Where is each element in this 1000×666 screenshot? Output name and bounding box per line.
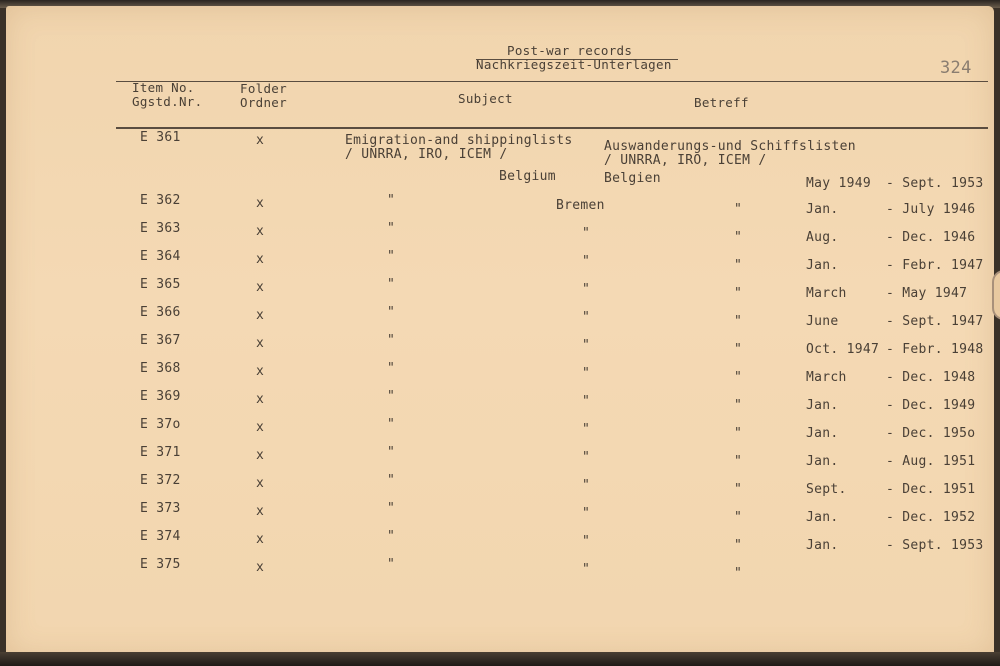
- row-place: ": [582, 366, 591, 381]
- row-date-from: Jan.: [806, 538, 839, 553]
- row-date-to: - Febr. 1947: [886, 258, 984, 273]
- column-header-betreff: Betreff: [694, 95, 749, 110]
- row-item-number: E 363: [140, 221, 181, 236]
- row-item-number: E 367: [140, 333, 181, 348]
- row-subject-ditto: ": [387, 193, 396, 208]
- row-subject-ditto: ": [387, 445, 396, 460]
- row-betreff-ditto: ": [734, 482, 743, 497]
- row-place: ": [582, 338, 591, 353]
- row-betreff-ditto: ": [734, 314, 743, 329]
- row-folder-mark: x: [256, 392, 265, 407]
- row-subject-ditto: ": [387, 221, 396, 236]
- row-date-to: - May 1947: [886, 286, 968, 301]
- row-folder-mark: x: [256, 504, 265, 519]
- row-folder-mark: x: [256, 252, 265, 267]
- row-date-to: - Dec. 1952: [886, 510, 976, 525]
- row-folder-mark: x: [256, 308, 265, 323]
- row-date-to: - Sept. 1953: [886, 538, 984, 553]
- row-date-from: Jan.: [806, 426, 839, 441]
- document-page: [6, 6, 994, 656]
- row-item-number: E 373: [140, 501, 181, 516]
- row-subject-ditto: ": [387, 389, 396, 404]
- row-date-from: Jan.: [806, 202, 839, 217]
- row-date-from: Jan.: [806, 454, 839, 469]
- row-item-number: E 362: [140, 193, 181, 208]
- entry-place-english: Belgium: [499, 169, 556, 184]
- column-header-item-de: Ggstd.Nr.: [132, 94, 203, 109]
- row-subject-ditto: ": [387, 333, 396, 348]
- row-date-from: Jan.: [806, 398, 839, 413]
- entry-place-german: Belgien: [604, 171, 661, 186]
- row-place: ": [582, 394, 591, 409]
- row-subject-ditto: ": [387, 361, 396, 376]
- page-number: 324: [940, 58, 972, 78]
- row-betreff-ditto: ": [734, 202, 743, 217]
- row-folder-mark: x: [256, 448, 265, 463]
- row-place: Bremen: [556, 198, 605, 213]
- row-place: ": [582, 310, 591, 325]
- column-header-item-en: Item No.: [132, 80, 195, 95]
- entry-folder-mark: x: [256, 133, 265, 148]
- row-date-to: - Febr. 1948: [886, 342, 984, 357]
- row-item-number: E 369: [140, 389, 181, 404]
- binder-bottom-edge: [0, 652, 1000, 666]
- row-subject-ditto: ": [387, 529, 396, 544]
- row-subject-ditto: ": [387, 557, 396, 572]
- entry-date-to: - Sept. 1953: [886, 176, 984, 191]
- row-betreff-ditto: ": [734, 370, 743, 385]
- row-folder-mark: x: [256, 532, 265, 547]
- row-date-from: June: [806, 314, 839, 329]
- row-date-from: March: [806, 286, 847, 301]
- row-betreff-ditto: ": [734, 258, 743, 273]
- row-date-from: March: [806, 370, 847, 385]
- row-betreff-ditto: ": [734, 538, 743, 553]
- row-place: ": [582, 450, 591, 465]
- row-date-from: Oct. 1947: [806, 342, 880, 357]
- row-date-to: - Aug. 1951: [886, 454, 976, 469]
- row-place: ": [582, 562, 591, 577]
- row-subject-ditto: ": [387, 305, 396, 320]
- row-folder-mark: x: [256, 336, 265, 351]
- row-item-number: E 374: [140, 529, 181, 544]
- row-item-number: E 375: [140, 557, 181, 572]
- row-item-number: E 371: [140, 445, 181, 460]
- row-betreff-ditto: ": [734, 342, 743, 357]
- entry-item-number: E 361: [140, 130, 181, 145]
- row-item-number: E 372: [140, 473, 181, 488]
- row-date-to: - Sept. 1947: [886, 314, 984, 329]
- entry-date-from: May 1949: [806, 176, 872, 191]
- row-place: ": [582, 506, 591, 521]
- row-place: ": [582, 254, 591, 269]
- row-betreff-ditto: ": [734, 286, 743, 301]
- row-subject-ditto: ": [387, 473, 396, 488]
- row-betreff-ditto: ": [734, 398, 743, 413]
- entry-subject-line1: Emigration-and shippinglists: [345, 133, 573, 148]
- row-betreff-ditto: ": [734, 230, 743, 245]
- row-folder-mark: x: [256, 224, 265, 239]
- row-date-to: - Dec. 1946: [886, 230, 976, 245]
- entry-betreff-line1: Auswanderungs-und Schiffslisten: [604, 139, 856, 154]
- row-folder-mark: x: [256, 560, 265, 575]
- column-header-folder-en: Folder: [240, 81, 287, 96]
- page-edge-tab: [992, 270, 1000, 320]
- column-header-subject: Subject: [458, 91, 513, 106]
- row-place: ": [582, 478, 591, 493]
- row-date-to: - July 1946: [886, 202, 976, 217]
- page-title-german: Nachkriegszeit-Unterlagen: [476, 57, 672, 72]
- row-item-number: E 364: [140, 249, 181, 264]
- row-subject-ditto: ": [387, 501, 396, 516]
- row-date-to: - Dec. 195o: [886, 426, 976, 441]
- row-betreff-ditto: ": [734, 566, 743, 581]
- row-subject-ditto: ": [387, 249, 396, 264]
- row-date-to: - Dec. 1949: [886, 398, 976, 413]
- row-place: ": [582, 422, 591, 437]
- row-date-to: - Dec. 1948: [886, 370, 976, 385]
- row-folder-mark: x: [256, 280, 265, 295]
- row-date-from: Sept.: [806, 482, 847, 497]
- row-item-number: E 366: [140, 305, 181, 320]
- page-title-english: Post-war records: [507, 43, 633, 58]
- entry-betreff-line2: / UNRRA, IRO, ICEM /: [604, 153, 767, 168]
- row-folder-mark: x: [256, 196, 265, 211]
- row-date-from: Jan.: [806, 510, 839, 525]
- row-betreff-ditto: ": [734, 454, 743, 469]
- row-place: ": [582, 534, 591, 549]
- row-folder-mark: x: [256, 476, 265, 491]
- row-item-number: E 37o: [140, 417, 181, 432]
- row-item-number: E 365: [140, 277, 181, 292]
- row-date-from: Aug.: [806, 230, 839, 245]
- row-place: ": [582, 282, 591, 297]
- row-date-to: - Dec. 1951: [886, 482, 976, 497]
- row-date-from: Jan.: [806, 258, 839, 273]
- row-betreff-ditto: ": [734, 426, 743, 441]
- row-place: ": [582, 226, 591, 241]
- row-folder-mark: x: [256, 364, 265, 379]
- row-subject-ditto: ": [387, 277, 396, 292]
- row-subject-ditto: ": [387, 417, 396, 432]
- row-item-number: E 368: [140, 361, 181, 376]
- header-bottom-rule: [116, 127, 988, 129]
- row-betreff-ditto: ": [734, 510, 743, 525]
- entry-subject-line2: / UNRRA, IRO, ICEM /: [345, 147, 508, 162]
- column-header-folder-de: Ordner: [240, 95, 287, 110]
- row-folder-mark: x: [256, 420, 265, 435]
